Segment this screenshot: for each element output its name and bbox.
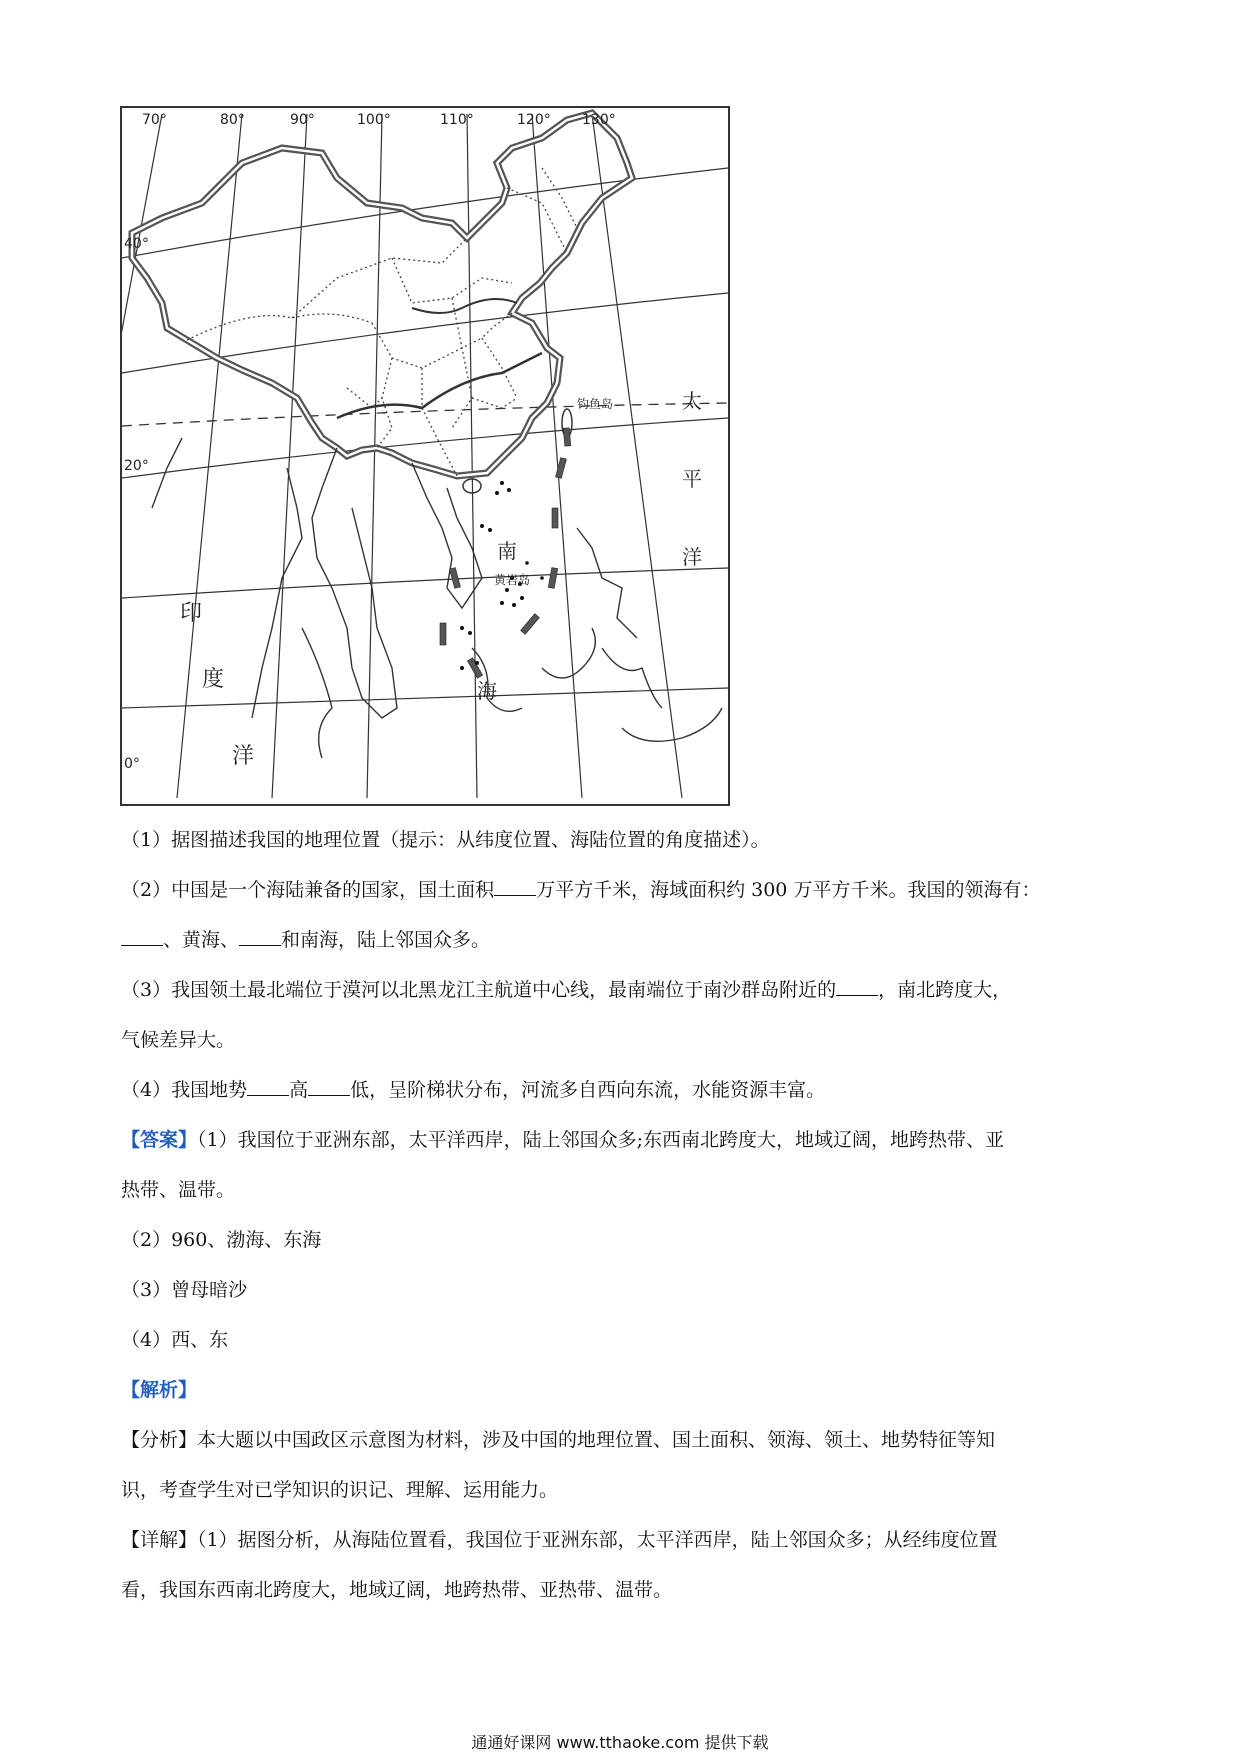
answer-blank [247, 1075, 289, 1096]
xiangjie-line1 [121, 1515, 1131, 1565]
analysis-tag: 【解析】 [121, 1379, 198, 1401]
lat-label-20: 20° [124, 458, 149, 474]
q2-text-a: （2）中国是一个海陆兼备的国家，国土面积 [121, 879, 495, 901]
fenxi-text: 本大题以中国政区示意图为材料，涉及中国的地理位置、国土面积、领海、领土、地势特征等知 [197, 1429, 996, 1451]
answer-3: （3）曾母暗沙 [121, 1279, 248, 1301]
xiangjie-text: （1）据图分析，从海陆位置看，我国位于亚洲东部，太平洋西岸，陆上邻国众多；从经纬度位置 [197, 1529, 998, 1551]
lat-label-40: 40° [124, 236, 149, 252]
fenxi-tag: 【分析】 [121, 1429, 198, 1451]
parallel-lines [122, 168, 728, 708]
answer-1-text: （1）我国位于亚洲东部，太平洋西岸，陆上邻国众多;东西南北跨度大，地域辽阔，地跨热带、亚 [197, 1129, 1005, 1151]
xiangjie-tag: 【详解】 [121, 1529, 198, 1551]
lon-label-100: 100° [357, 112, 391, 128]
xiangjie-line2: 看，我国东西南北跨度大，地域辽阔，地跨热带、亚热带、温带。 [121, 1579, 673, 1601]
fenxi-line2: 识，考查学生对已学知识的识记、理解、运用能力。 [121, 1479, 559, 1501]
lon-label-110: 110° [440, 112, 474, 128]
questions-section [121, 815, 1131, 1615]
map-svg [122, 108, 728, 804]
china-map-figure [120, 106, 730, 806]
question-4 [121, 1065, 1131, 1115]
answer-blank [239, 925, 281, 946]
question-2-line1 [121, 865, 1131, 915]
label-huangyan: 黄岩岛 [494, 573, 531, 587]
answer-tag: 【答案】 [121, 1129, 198, 1151]
label-hai: 海 [477, 679, 497, 703]
lon-label-70: 70° [142, 112, 167, 128]
q3-text-b: ，南北跨度大， [878, 979, 1012, 1001]
answer-4: （4）西、东 [121, 1329, 229, 1351]
label-nan: 南 [497, 539, 517, 563]
label-ping: 平 [682, 467, 702, 491]
label-yang-indian: 洋 [232, 744, 255, 769]
q2-text-b: 万平方千米，海域面积约 300 万平方千米。我国的领海有： [536, 879, 1041, 901]
label-yin: 印 [180, 601, 203, 626]
q4-text-c: 低，呈阶梯状分布，河流多自西向东流，水能资源丰富。 [350, 1079, 826, 1101]
q4-text-b: 高 [289, 1079, 309, 1101]
fenxi-line1 [121, 1415, 1131, 1465]
label-diaoyu: 钓鱼岛 [577, 397, 614, 411]
answer-blank [494, 875, 536, 896]
answer-1-line2: 热带、温带。 [121, 1179, 236, 1201]
lon-label-130: 130° [582, 112, 616, 128]
lon-label-90: 90° [290, 112, 315, 128]
q2-text-d: 和南海，陆上邻国众多。 [281, 929, 491, 951]
answer-blank [836, 975, 878, 996]
lon-label-120: 120° [517, 112, 551, 128]
answer-1-line1 [121, 1115, 1131, 1165]
page-footer: 通通好课网 www.tthaoke.com 提供下载 [471, 1733, 769, 1752]
answer-blank [308, 1075, 350, 1096]
analysis-heading [121, 1365, 1131, 1415]
lon-label-80: 80° [220, 112, 245, 128]
question-1: （1）据图描述我国的地理位置（提示：从纬度位置、海陆位置的角度描述）。 [121, 829, 770, 851]
label-tai: 太 [682, 389, 702, 413]
q2-text-c: 、黄海、 [163, 929, 240, 951]
label-yang-pacific: 洋 [682, 545, 702, 569]
lat-label-0: 0° [124, 756, 140, 772]
q3-text-a: （3）我国领土最北端位于漠河以北黑龙江主航道中心线，最南端位于南沙群岛附近的 [121, 979, 837, 1001]
answer-blank [121, 925, 163, 946]
question-3-line1 [121, 965, 1131, 1015]
question-2-line2 [121, 915, 1131, 965]
answer-2: （2）960、渤海、东海 [121, 1229, 322, 1251]
question-3-line2: 气候差异大。 [121, 1029, 236, 1051]
label-du: 度 [202, 667, 225, 692]
q4-text-a: （4）我国地势 [121, 1079, 248, 1101]
coastlines [152, 438, 722, 758]
